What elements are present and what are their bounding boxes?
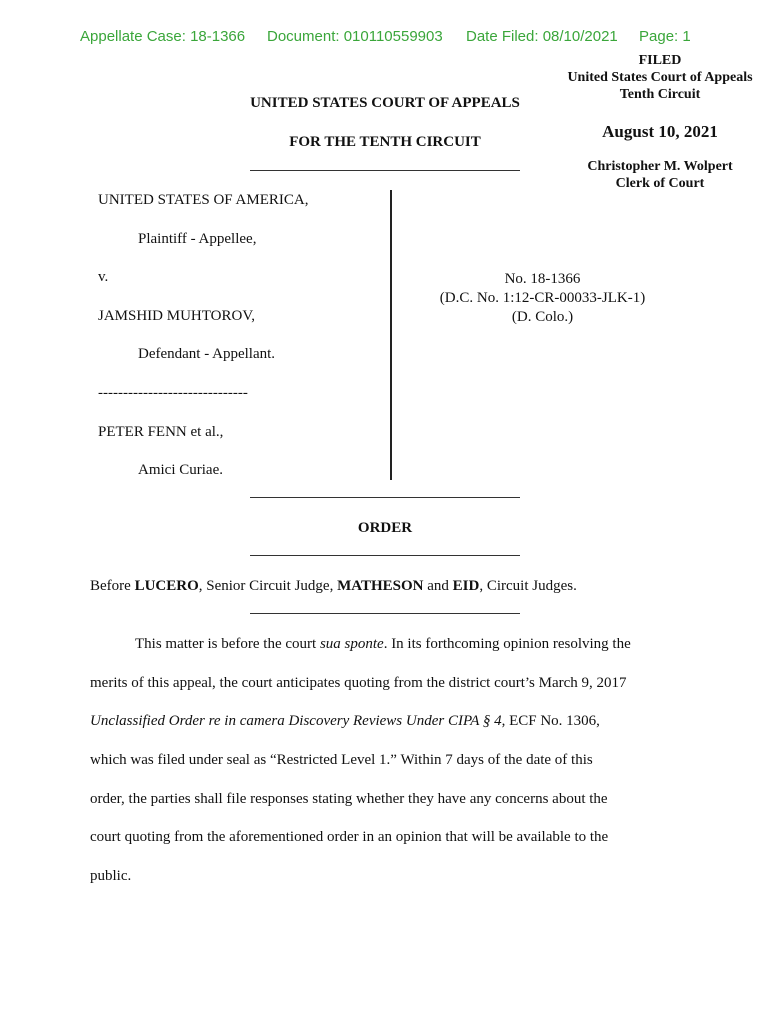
body-line-2: merits of this appeal, the court anticipates quoting from the district court’s March 9, 2017 xyxy=(90,675,627,691)
panel-judge-eid: EID xyxy=(452,578,480,594)
stamp-filed: FILED xyxy=(638,53,682,68)
panel-and: and xyxy=(423,578,453,594)
caption-amici: PETER FENN et al., xyxy=(98,424,224,440)
body-line-3-b: , ECF No. 1306, xyxy=(501,713,600,729)
panel-line xyxy=(90,578,577,595)
body-line-3 xyxy=(90,713,600,730)
caption-defendant-role: Defendant - Appellant. xyxy=(138,346,276,362)
body-line-3-italic: Unclassified Order re in camera Discovery Reviews Under CIPA § 4 xyxy=(90,713,502,729)
stamp-clerk xyxy=(555,158,765,192)
district-court: (D. Colo.) xyxy=(511,309,574,325)
caption-divider xyxy=(390,190,392,480)
stamp-date: August 10, 2021 xyxy=(602,122,718,141)
stamp-clerk-name: Christopher M. Wolpert xyxy=(587,159,733,174)
panel-judges-title: , Circuit Judges. xyxy=(479,578,577,594)
body-line-6: court quoting from the aforementioned order in an opinion that will be available to the xyxy=(90,829,609,845)
body-line-1 xyxy=(135,636,631,653)
court-heading-line1: UNITED STATES COURT OF APPEALS xyxy=(250,95,520,111)
panel-before: Before xyxy=(90,578,135,594)
stamp-circuit: Tenth Circuit xyxy=(619,87,701,102)
caption-defendant: JAMSHID MUHTOROV, xyxy=(98,308,255,324)
rule-top xyxy=(250,170,520,171)
caption-versus: v. xyxy=(98,269,109,285)
panel-judge-matheson: MATHESON xyxy=(337,578,424,594)
stamp-clerk-title: Clerk of Court xyxy=(615,176,705,191)
body-line-7: public. xyxy=(90,868,132,884)
caption-plaintiff-role: Plaintiff - Appellee, xyxy=(138,231,257,247)
order-title: ORDER xyxy=(357,520,413,536)
panel-judge1-title: , Senior Circuit Judge, xyxy=(198,578,338,594)
caption-amici-role: Amici Curiae. xyxy=(138,462,223,478)
case-number-block xyxy=(420,270,665,327)
header-document-number: Document: 010110559903 xyxy=(267,28,443,45)
rule-below-panel xyxy=(250,613,520,614)
caption-separator: ------------------------------ xyxy=(98,385,248,401)
rule-above-order xyxy=(250,497,520,498)
caption-plaintiff: UNITED STATES OF AMERICA, xyxy=(98,192,309,208)
panel-judge-lucero: LUCERO xyxy=(134,578,199,594)
stamp-court: United States Court of Appeals xyxy=(567,70,753,85)
body-line-1-italic: sua sponte xyxy=(319,636,384,652)
header-page-number: Page: 1 xyxy=(639,28,691,45)
court-heading-line2: FOR THE TENTH CIRCUIT xyxy=(289,134,481,150)
body-line-1-a: This matter is before the court xyxy=(135,636,320,652)
case-number: No. 18-1366 xyxy=(504,271,581,287)
header-case-number: Appellate Case: 18-1366 xyxy=(80,28,246,45)
filed-stamp xyxy=(555,52,765,192)
body-line-4: which was filed under seal as “Restricted Level 1.” Within 7 days of the date of this xyxy=(90,752,593,768)
rule-below-order xyxy=(250,555,520,556)
header-date-filed: Date Filed: 08/10/2021 xyxy=(466,28,618,45)
district-case-number: (D.C. No. 1:12-CR-00033-JLK-1) xyxy=(439,290,646,306)
body-line-5: order, the parties shall file responses stating whether they have any concerns about the xyxy=(90,791,608,807)
body-line-1-c: . In its forthcoming opinion resolving the xyxy=(383,636,631,652)
